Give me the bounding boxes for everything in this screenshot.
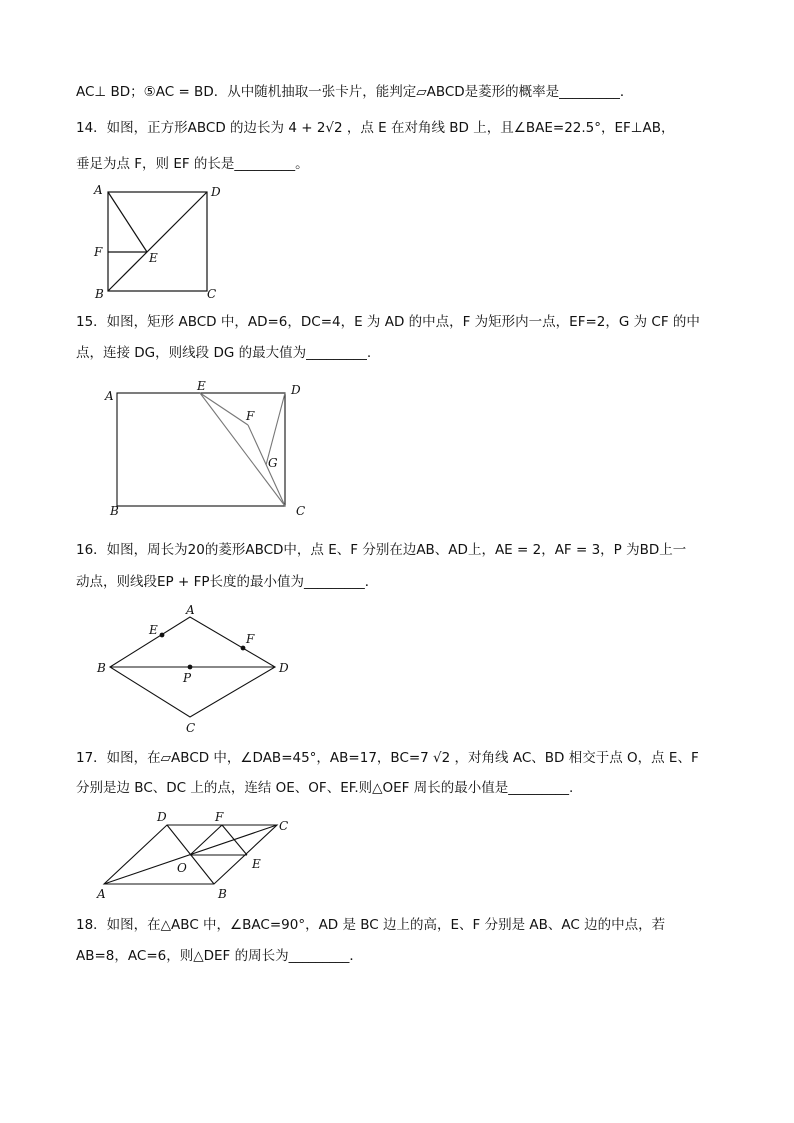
- question-15-line-2: 点，连接 DG，则线段 DG 的最大值为_________.: [76, 345, 372, 361]
- segment-dg: [266, 393, 285, 465]
- segment-ec: [200, 393, 285, 506]
- label-b: B: [218, 887, 227, 901]
- segment-fe: [222, 825, 247, 855]
- label-d: D: [211, 185, 221, 199]
- question-16-line-1: 16．如图，周长为20的菱形ABCD中，点 E、F 分别在边AB、AD上，AE = 2，AF = 3，P 为BD上一: [76, 542, 687, 558]
- label-d: D: [291, 383, 301, 397]
- label-b: B: [97, 661, 106, 675]
- label-o: O: [177, 861, 187, 875]
- segment-ef: [200, 393, 248, 425]
- label-f: F: [215, 810, 224, 824]
- label-a: A: [94, 183, 103, 197]
- label-e: E: [252, 857, 261, 871]
- label-f: F: [94, 245, 103, 259]
- rectangle-outline: [117, 393, 285, 506]
- question-17-line-1: 17．如图，在▱ABCD 中，∠DAB=45°，AB=17，BC=7 √2 ，对角线 AC、BD 相交于点 O，点 E、F: [76, 750, 699, 766]
- segment-fc: [248, 425, 285, 506]
- label-a: A: [186, 603, 195, 617]
- question-16-line-2: 动点，则线段EP + FP长度的最小值为_________．: [76, 574, 379, 590]
- label-c: C: [279, 819, 289, 833]
- label-e: E: [149, 251, 158, 265]
- point-p: [188, 665, 193, 670]
- label-p: P: [183, 671, 192, 685]
- diagonal-bd: [108, 192, 207, 291]
- label-f: F: [246, 632, 255, 646]
- point-e: [160, 633, 165, 638]
- label-c: C: [207, 287, 217, 301]
- label-c: C: [296, 504, 306, 518]
- point-f: [241, 646, 246, 651]
- question-15-line-1: 15．如图，矩形 ABCD 中，AD=6，DC=4，E 为 AD 的中点，F 为矩形内一点，EF=2，G 为 CF 的中: [76, 314, 700, 330]
- question-13-tail: AC⊥ BD；⑤AC = BD．从中随机抽取一张卡片，能判定▱ABCD是菱形的概率是_________．: [76, 84, 634, 100]
- label-e: E: [149, 623, 158, 637]
- label-c: C: [186, 721, 196, 735]
- label-e: E: [197, 379, 206, 393]
- label-a: A: [97, 887, 106, 901]
- segment-ae: [108, 192, 147, 252]
- label-b: B: [95, 287, 104, 301]
- question-18-line-2: AB=8，AC=6，则△DEF 的周长为_________．: [76, 948, 363, 964]
- label-g: G: [268, 456, 278, 470]
- label-f: F: [246, 409, 255, 423]
- question-17-line-2: 分别是边 BC、DC 上的点，连结 OE、OF、EF.则△OEF 周长的最小值是_________.: [76, 780, 574, 796]
- question-14-line-1: 14．如图，正方形ABCD 的边长为 4 + 2√2 ，点 E 在对角线 BD 上，且∠BAE=22.5°，EF⊥AB，: [76, 120, 675, 136]
- label-b: B: [110, 504, 119, 518]
- label-d: D: [157, 810, 167, 824]
- label-a: A: [105, 389, 114, 403]
- question-18-line-1: 18．如图，在△ABC 中，∠BAC=90°，AD 是 BC 边上的高，E、F 分别是 AB、AC 边的中点，若: [76, 917, 666, 933]
- label-d: D: [279, 661, 289, 675]
- segment-of: [190, 825, 222, 855]
- question-14-line-2: 垂足为点 F，则 EF 的长是_________。: [76, 156, 309, 172]
